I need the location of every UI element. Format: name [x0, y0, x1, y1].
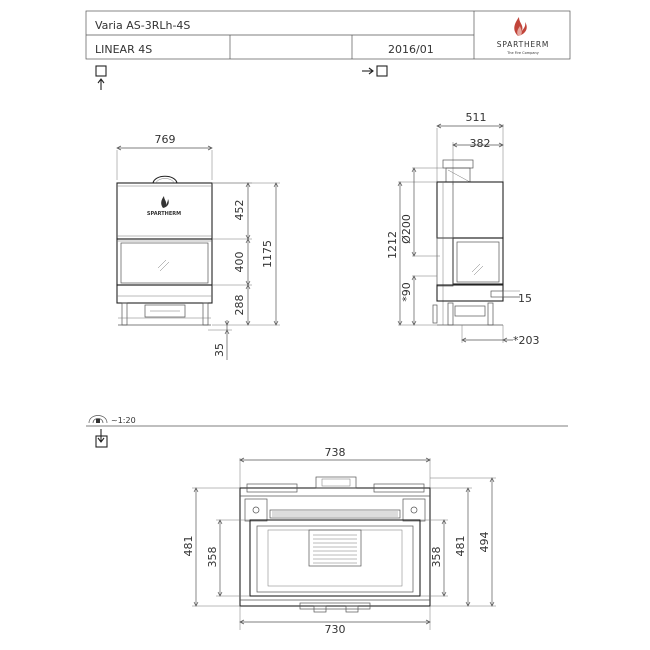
plan-view: [182, 446, 496, 636]
front-width-dim: 769: [154, 133, 176, 146]
plan-left-inner: 358: [206, 546, 219, 568]
side-step-dim: 15: [518, 292, 532, 305]
front-foot-dim: 35: [213, 343, 226, 357]
plan-left-outer: 481: [182, 535, 195, 557]
brand-name: SPARTHERM: [496, 40, 550, 49]
spartherm-logo: [497, 17, 549, 55]
side-depth-inner: 382: [469, 137, 491, 150]
side-view-symbol: [362, 66, 387, 76]
plan-top-width: 738: [324, 446, 346, 459]
front-view-symbol: [96, 66, 106, 90]
scale-label: ~1:20: [111, 416, 136, 425]
side-flue-diameter: Ø200: [400, 214, 413, 244]
front-view: [117, 133, 280, 360]
plan-right-mid: 481: [454, 535, 467, 557]
front-total-height: 1175: [261, 240, 274, 268]
side-height: 1212: [386, 231, 399, 259]
series-name: LINEAR 4S: [95, 43, 153, 56]
plan-right-outer: 494: [478, 531, 491, 553]
plan-bottom-width: 730: [324, 623, 346, 636]
plan-view-symbol: [96, 429, 107, 447]
scale-symbol: [89, 416, 136, 426]
plan-right-inner: 358: [430, 546, 443, 568]
front-dim-288: 288: [233, 294, 246, 316]
brand-tagline: The Fire Company: [507, 51, 539, 55]
model-name: Varia AS-3RLh-4S: [95, 19, 191, 32]
drawing-date: 2016/01: [388, 43, 434, 56]
title-block: [86, 11, 570, 59]
side-base-offset: *90: [400, 282, 413, 302]
front-dim-400: 400: [233, 251, 246, 273]
front-logo-text: SPARTHERM: [146, 211, 182, 217]
side-view: [386, 111, 540, 347]
side-depth-total: 511: [465, 111, 487, 124]
front-dim-452: 452: [233, 199, 246, 221]
side-rear-offset: *203: [513, 334, 540, 347]
